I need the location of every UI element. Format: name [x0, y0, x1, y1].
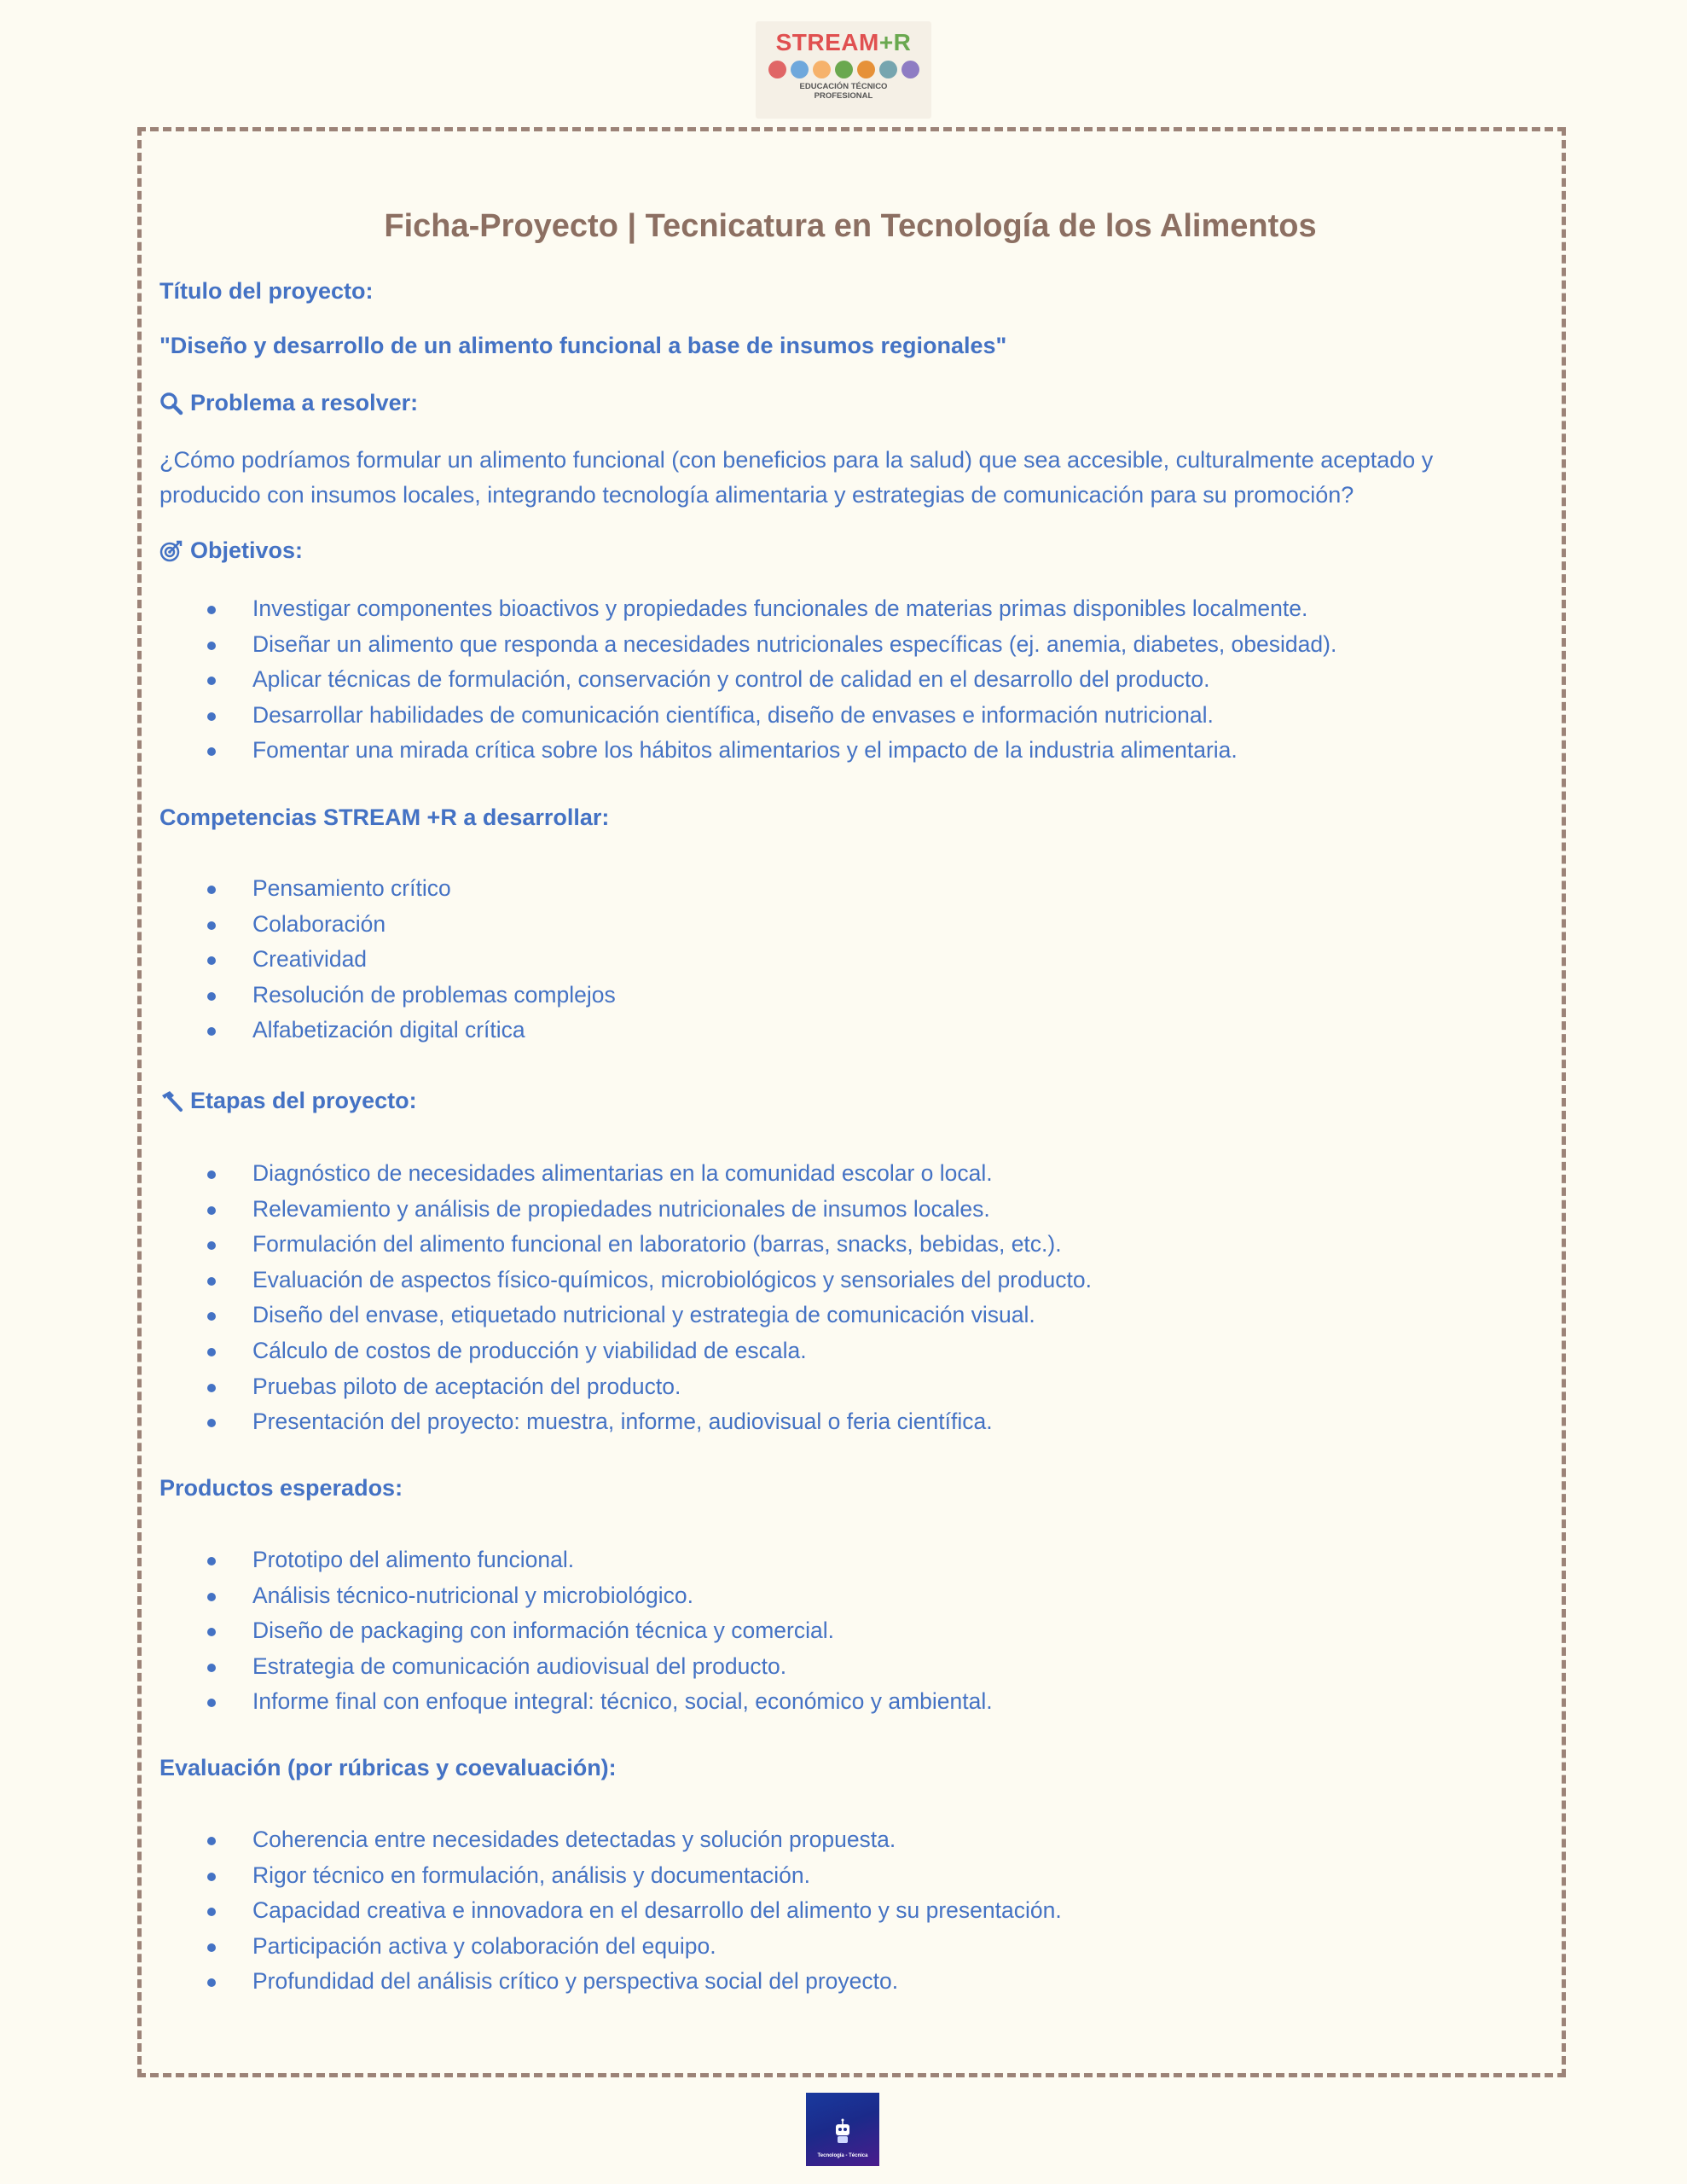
- evaluation-item: Profundidad del análisis crítico y perspectiva social del proyecto.: [159, 1964, 1062, 2000]
- evaluation-item: Coherencia entre necesidades detectadas y solución propuesta.: [159, 1822, 1062, 1858]
- stages-heading: Etapas del proyecto:: [159, 1088, 417, 1114]
- objective-item: Aplicar técnicas de formulación, conservación y control de calidad en el desarrollo del producto.: [159, 662, 1336, 698]
- objective-item: Desarrollar habilidades de comunicación científica, diseño de envases e información nutricional.: [159, 698, 1336, 734]
- evaluation-list: [159, 1822, 1062, 2000]
- hammer-icon: [159, 1089, 183, 1113]
- product-item: Estrategia de comunicación audiovisual del producto.: [159, 1649, 993, 1685]
- competencies-list: [159, 871, 616, 1048]
- competency-item: Alfabetización digital crítica: [159, 1013, 616, 1048]
- stage-item: Diagnóstico de necesidades alimentarias en la comunidad escolar o local.: [159, 1156, 1092, 1192]
- product-item: Análisis técnico-nutricional y microbiológico.: [159, 1578, 993, 1614]
- evaluation-item: Capacidad creativa e innovadora en el desarrollo del alimento y su presentación.: [159, 1893, 1062, 1929]
- product-item: Informe final con enfoque integral: técnico, social, económico y ambiental.: [159, 1684, 993, 1720]
- competency-item: Pensamiento crítico: [159, 871, 616, 907]
- tecnologia-tecnica-logo: [806, 2093, 879, 2166]
- competency-item: Colaboración: [159, 907, 616, 943]
- objective-item: Diseñar un alimento que responda a necesidades nutricionales específicas (ej. anemia, diabetes, obesidad).: [159, 627, 1336, 663]
- stage-item: Pruebas piloto de aceptación del producto.: [159, 1369, 1092, 1405]
- logo-discipline-icon: [901, 61, 919, 78]
- stage-item: Cálculo de costos de producción y viabilidad de escala.: [159, 1333, 1092, 1369]
- stage-item: Relevamiento y análisis de propiedades nutricionales de insumos locales.: [159, 1192, 1092, 1228]
- competency-item: Resolución de problemas complejos: [159, 978, 616, 1014]
- evaluation-item: Participación activa y colaboración del equipo.: [159, 1929, 1062, 1965]
- stage-item: Formulación del alimento funcional en laboratorio (barras, snacks, bebidas, etc.).: [159, 1227, 1092, 1263]
- products-heading: Productos esperados:: [159, 1475, 403, 1501]
- logo-discipline-icon: [813, 61, 831, 78]
- objectives-list: [159, 591, 1336, 769]
- objective-item: Investigar componentes bioactivos y propiedades funcionales de materias primas disponibles localmente.: [159, 591, 1336, 627]
- competency-item: Creatividad: [159, 942, 616, 978]
- stream-r-logo: [756, 21, 931, 119]
- stage-item: Diseño del envase, etiquetado nutricional y estrategia de comunicación visual.: [159, 1298, 1092, 1333]
- logo-discipline-icon: [835, 61, 853, 78]
- logo-discipline-icon: [857, 61, 875, 78]
- objective-item: Fomentar una mirada crítica sobre los hábitos alimentarios y el impacto de la industria alimentaria.: [159, 733, 1336, 769]
- stage-item: Evaluación de aspectos físico-químicos, microbiológicos y sensoriales del producto.: [159, 1263, 1092, 1298]
- product-item: Prototipo del alimento funcional.: [159, 1542, 993, 1578]
- logo-discipline-icon: [768, 61, 786, 78]
- stage-item: Presentación del proyecto: muestra, informe, audiovisual o feria científica.: [159, 1404, 1092, 1440]
- evaluation-heading: Evaluación (por rúbricas y coevaluación):: [159, 1755, 617, 1780]
- robot-icon: [828, 2117, 857, 2146]
- logo-icon-row: [768, 61, 919, 78]
- products-list: [159, 1542, 993, 1720]
- stages-list: [159, 1156, 1092, 1440]
- problem-text: ¿Cómo podríamos formular un alimento funcional (con beneficios para la salud) que sea accesible, culturalmente aceptado y producido con insumos locales, integrando tecnología alimentaria y estrategias de comunicación para su promoción?: [159, 447, 1434, 508]
- logo-discipline-icon: [791, 61, 809, 78]
- project-title-label: Título del proyecto:: [159, 278, 374, 304]
- competencies-heading: Competencias STREAM +R a desarrollar:: [159, 804, 610, 830]
- logo-subtitle: EDUCACIÓN TÉCNICO PROFESIONAL: [799, 82, 888, 101]
- footer-logo-caption: Tecnología - Técnica: [817, 2153, 868, 2158]
- page-title: Ficha-Proyecto | Tecnicatura en Tecnología de los Alimentos: [384, 208, 1317, 244]
- product-item: Diseño de packaging con información técnica y comercial.: [159, 1613, 993, 1649]
- logo-wordmark: STREAM+R: [775, 29, 912, 55]
- magnifier-icon: [159, 392, 183, 415]
- logo-discipline-icon: [879, 61, 897, 78]
- objectives-heading: Objetivos:: [159, 537, 303, 564]
- target-icon: [159, 539, 183, 563]
- evaluation-item: Rigor técnico en formulación, análisis y documentación.: [159, 1858, 1062, 1894]
- problem-heading: Problema a resolver:: [159, 390, 418, 416]
- project-title-value: "Diseño y desarrollo de un alimento funcional a base de insumos regionales": [159, 333, 1007, 358]
